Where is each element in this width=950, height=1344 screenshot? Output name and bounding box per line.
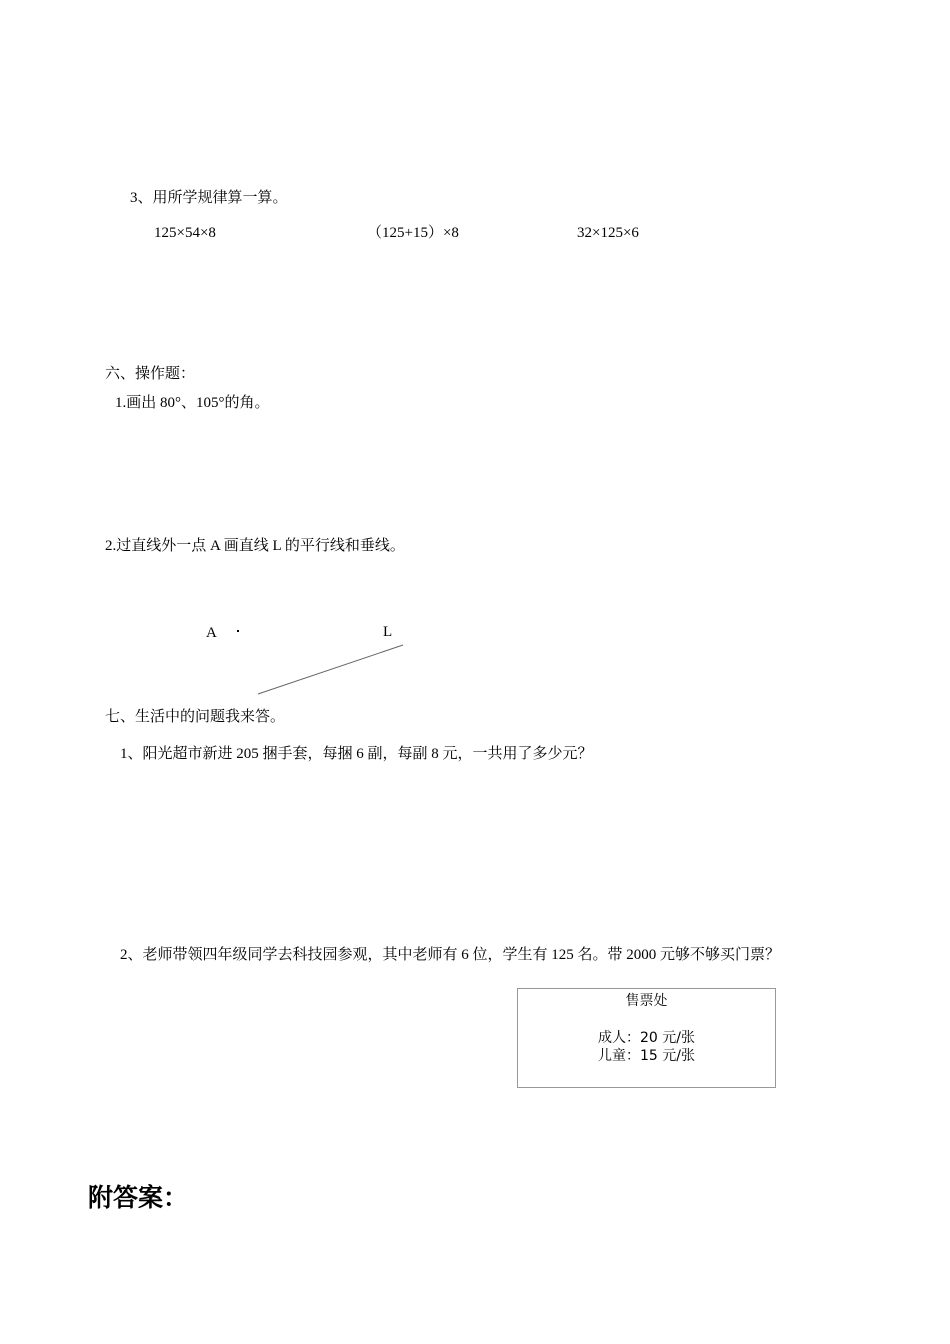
section6-heading: 六、操作题： — [105, 366, 196, 382]
expression-1: 125×54×8 — [154, 225, 216, 241]
expression-2: （125+15）×8 — [367, 225, 459, 241]
section7-q1: 1、阳光超市新进 205 捆手套，每捆 6 副，每副 8 元，一共用了多少元？ — [120, 746, 593, 762]
expression-3: 32×125×6 — [577, 225, 639, 241]
answer-heading: 附答案： — [88, 1183, 189, 1212]
ticket-office-box — [517, 988, 776, 1088]
section6-q2: 2.过直线外一点 A 画直线 L 的平行线和垂线。 — [105, 538, 405, 554]
point-a-label: A — [206, 625, 217, 641]
q3-title: 3、用所学规律算一算。 — [130, 190, 288, 206]
line-l-label: L — [383, 624, 393, 640]
ticket-adult-price: 成人：20 元/张 — [598, 1030, 695, 1046]
section7-q2: 2、老师带领四年级同学去科技园参观，其中老师有 6 位，学生有 125 名。带 2000 元够不够买门票？ — [120, 947, 781, 963]
section7-heading: 七、生活中的问题我来答。 — [105, 709, 286, 725]
section6-q1: 1.画出 80°、105°的角。 — [115, 395, 270, 411]
ticket-title: 售票处 — [625, 993, 668, 1009]
ticket-child-price: 儿童：15 元/张 — [598, 1048, 695, 1064]
point-a-dot — [237, 630, 239, 632]
line-l — [258, 645, 403, 694]
